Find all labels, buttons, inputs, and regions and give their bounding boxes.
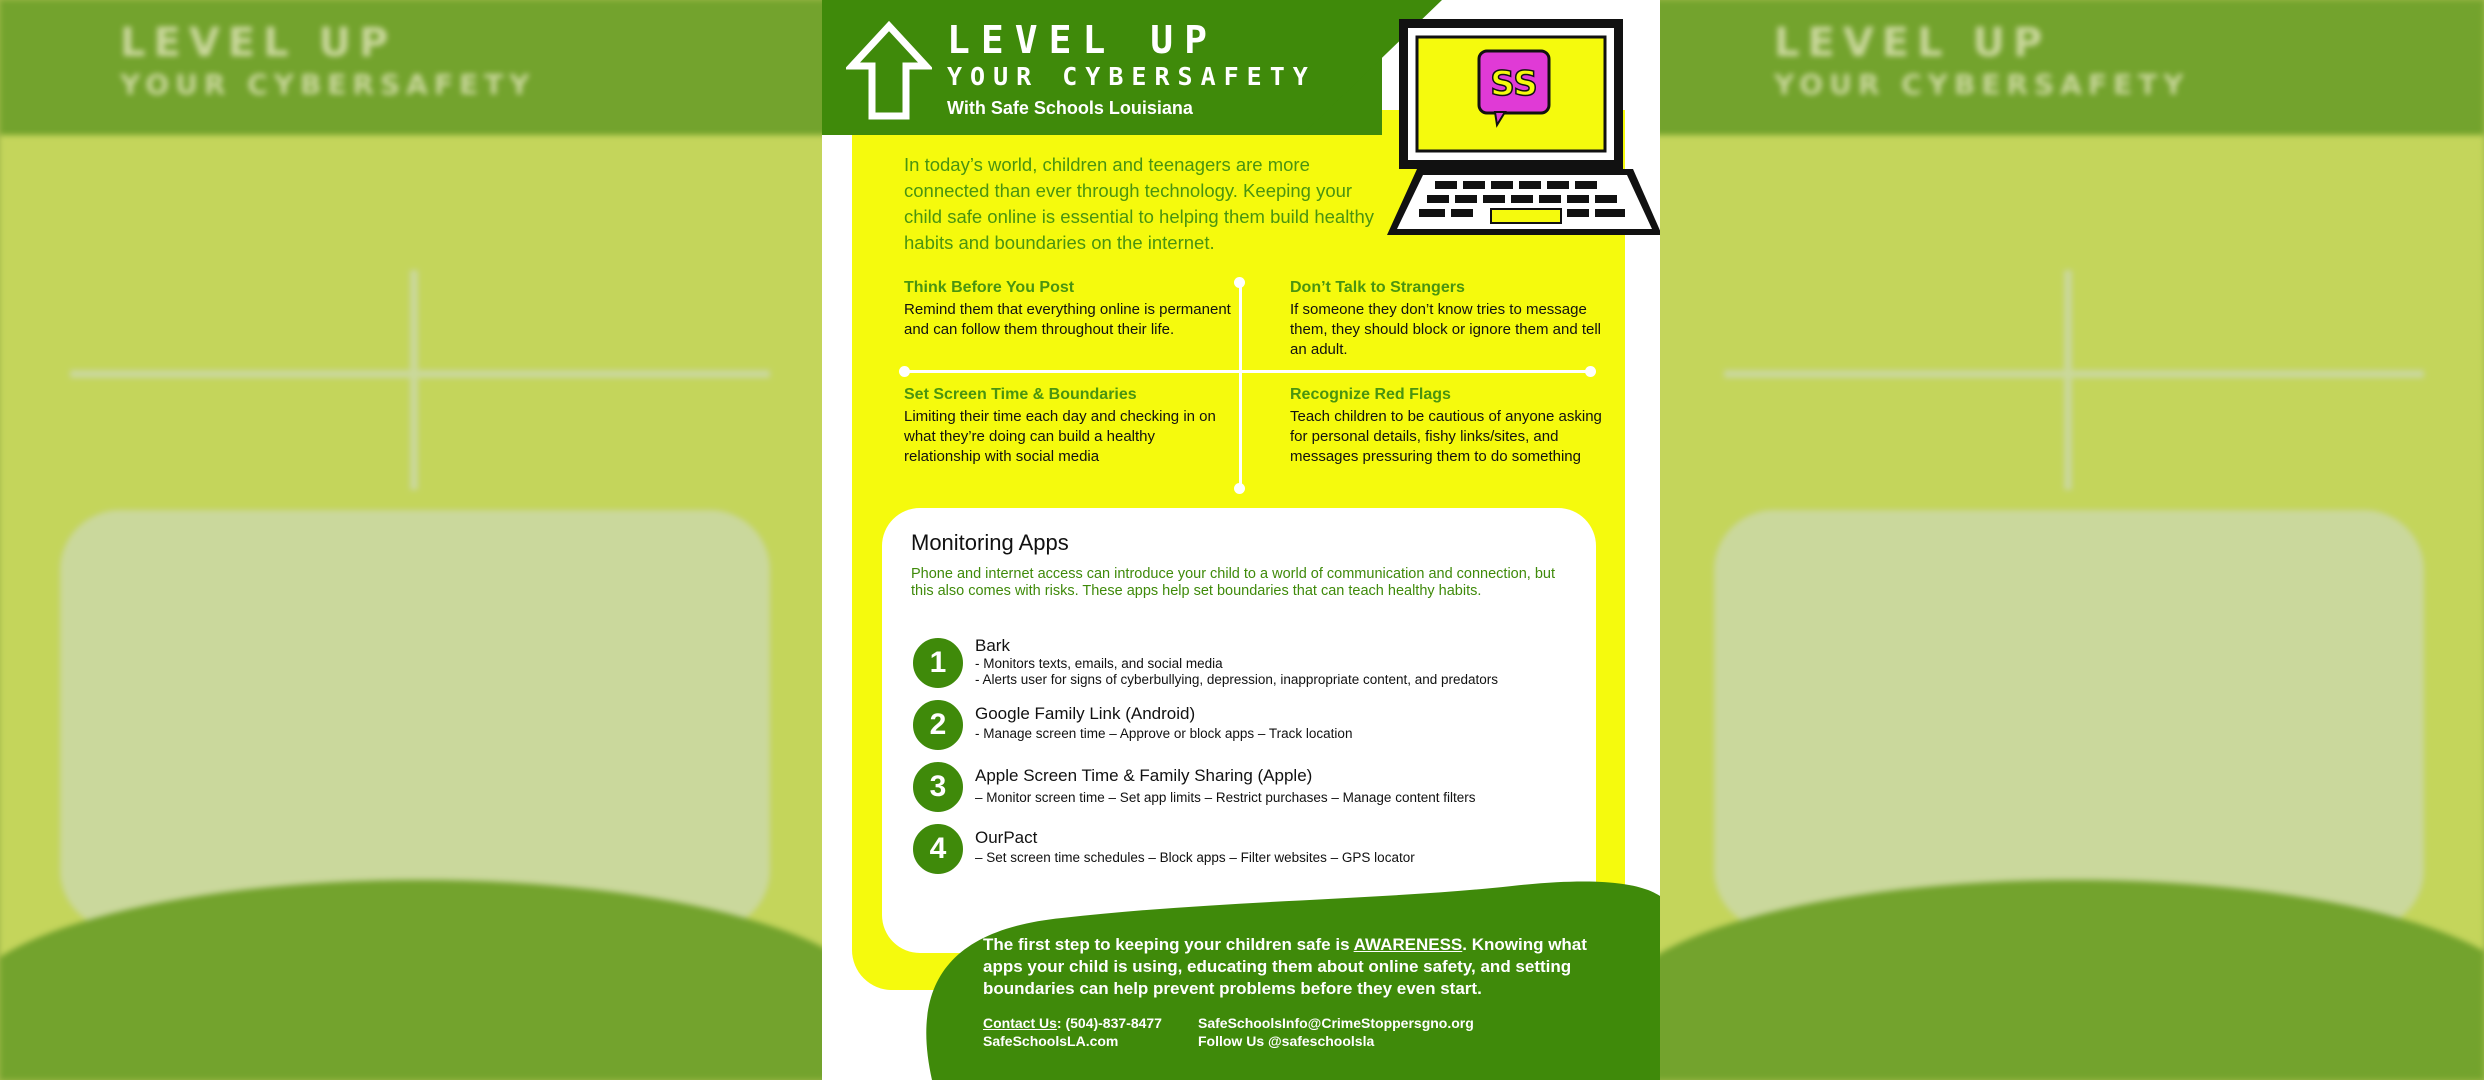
closing-post: . Knowing what apps your child is using, educating them about online safety, and setting boundaries can help prevent problems before they even start.: [983, 935, 1587, 998]
divider-dot: [1234, 277, 1245, 288]
intro-text: In today’s world, children and teenagers are more connected than ever through technology. Keeping your child safe online is essential to helping them build healthy habits and boundaries on the internet.: [904, 154, 1374, 253]
tip-body: Limiting their time each day and checking in on what they’re doing can build a healthy relationship with social media: [904, 408, 1216, 465]
ghost-subtitle: YOUR CYBERSAFETY: [120, 68, 536, 101]
divider-dot: [1234, 483, 1245, 494]
laptop-icon: [1387, 15, 1660, 240]
tip-dont-talk-to-strangers: [1290, 278, 1620, 360]
logo-text: SS: [1490, 64, 1538, 104]
tip-title: Set Screen Time & Boundaries: [904, 386, 1137, 403]
background-blur-right: [1654, 0, 2484, 1080]
app-item-bark: [911, 636, 1591, 692]
tip-screen-time: [904, 385, 1234, 467]
app-item-google-family-link: [911, 698, 1591, 754]
closing-awareness: AWARENESS: [1353, 935, 1463, 954]
app-name: Google Family Link (Android): [975, 704, 1196, 723]
number-badge: 1: [911, 636, 965, 690]
tip-body: Teach children to be cautious of anyone asking for personal details, fishy links/sites, and messages pressuring them to do something: [1290, 408, 1602, 465]
level-up-arrow-icon: [846, 20, 932, 122]
tip-red-flags: [1290, 385, 1620, 467]
phone-number: : (504)-837-8477: [1056, 1015, 1162, 1031]
tip-title: Recognize Red Flags: [1290, 386, 1451, 403]
app-name: Bark: [975, 636, 1010, 655]
closing-text: [983, 934, 1613, 1000]
app-name: Apple Screen Time & Family Sharing (Apple): [975, 766, 1313, 785]
monitoring-apps-intro: Phone and internet access can introduce your child to a world of communication and connection, but this also comes with risks. These apps help set boundaries that can teach healthy habits.: [911, 566, 1556, 599]
flyer: [822, 0, 1660, 1080]
email-link[interactable]: SafeSchoolsInfo@CrimeStoppersgno.org: [1198, 1015, 1474, 1031]
tips-divider-vertical: [1239, 282, 1242, 488]
contact-phone: [983, 1014, 1162, 1032]
closing-pre: The first step to keeping your children safe is: [983, 935, 1354, 954]
ghost-subtitle: YOUR CYBERSAFETY: [1774, 68, 2190, 101]
app-item-apple-screen-time: [911, 760, 1591, 816]
divider-dot: [899, 366, 910, 377]
app-desc: - Monitors texts, emails, and social media: [975, 656, 1223, 671]
number-badge: 2: [911, 698, 965, 752]
website-link[interactable]: SafeSchoolsLA.com: [983, 1033, 1119, 1049]
subtitle: With Safe Schools Louisiana: [947, 98, 1193, 118]
tip-think-before-you-post: [904, 278, 1234, 340]
number-badge: 3: [911, 760, 965, 814]
monitoring-apps-title: Monitoring Apps: [911, 530, 1069, 555]
tip-title: Think Before You Post: [904, 279, 1075, 296]
number-badge: 4: [911, 822, 965, 876]
background-blur-left: [0, 0, 830, 1080]
contact-label: Contact Us: [983, 1015, 1057, 1031]
ghost-title: LEVEL UP: [120, 20, 397, 66]
tip-body: Remind them that everything online is permanent and can follow them throughout their life.: [904, 301, 1231, 338]
app-desc: – Monitor screen time – Set app limits – Restrict purchases – Manage content filters: [975, 790, 1476, 805]
title-line-2: YOUR CYBERSAFETY: [947, 62, 1316, 91]
title-line-1: LEVEL UP: [947, 18, 1219, 62]
tip-body: If someone they don’t know tries to message them, they should block or ignore them and tell an adult.: [1290, 301, 1602, 358]
social-handle[interactable]: Follow Us @safeschoolsla: [1198, 1033, 1375, 1049]
ghost-title: LEVEL UP: [1774, 20, 2051, 66]
app-desc: - Manage screen time – Approve or block apps – Track location: [975, 726, 1353, 741]
tips-divider-horizontal: [904, 370, 1590, 373]
app-name: OurPact: [975, 828, 1038, 847]
app-desc: – Set screen time schedules – Block apps – Filter websites – GPS locator: [975, 850, 1415, 865]
app-desc: - Alerts user for signs of cyberbullying, depression, inappropriate content, and predators: [975, 672, 1499, 687]
tip-title: Don’t Talk to Strangers: [1290, 279, 1465, 296]
divider-dot: [1585, 366, 1596, 377]
